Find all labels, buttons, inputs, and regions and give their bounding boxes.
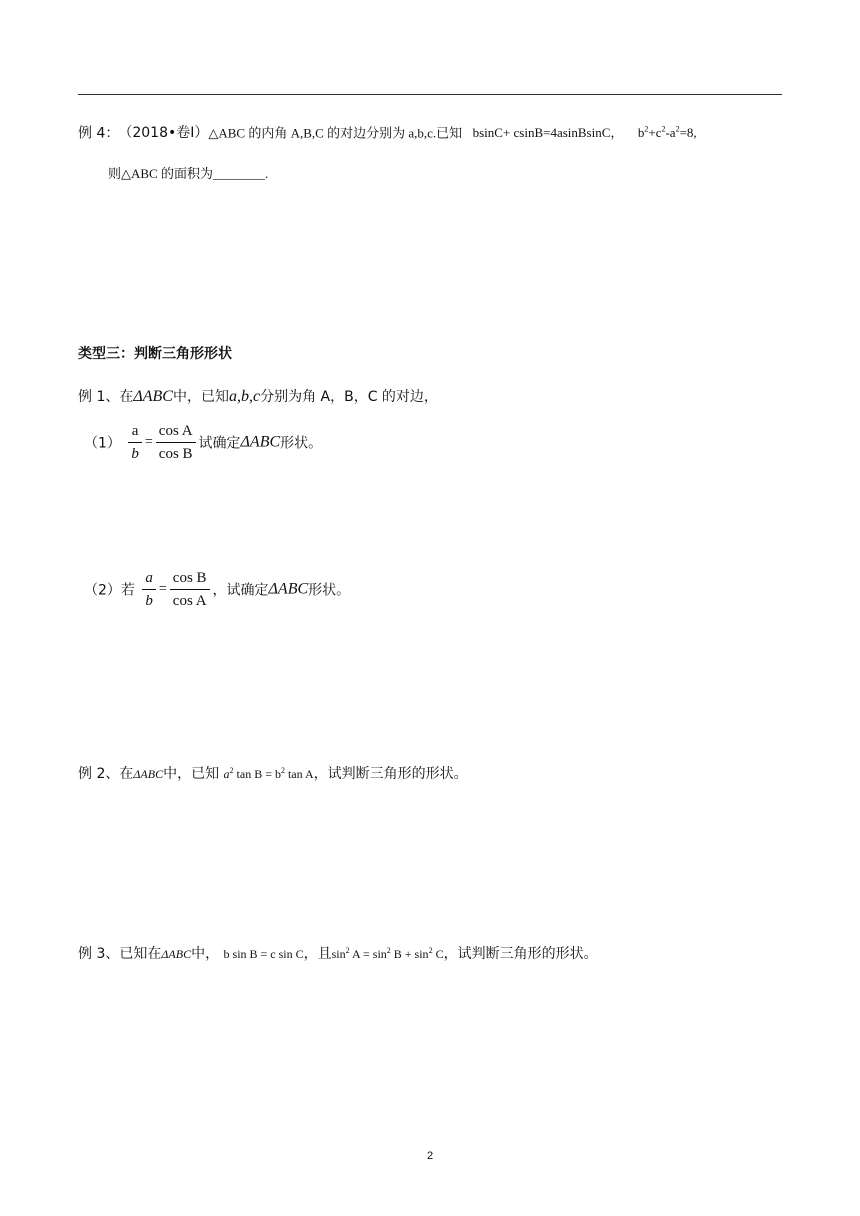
variables-abc: a,b,c	[228, 388, 261, 405]
example-3-condition-1: b sin B = c sin C	[223, 947, 304, 961]
example-4-question: 则△ABC 的面积为________.	[108, 166, 269, 181]
example-2-mid: 中，已知	[163, 766, 220, 782]
part-2-mid: ，试确定	[212, 582, 269, 599]
example-4-condition-2: $b^2+c^2-a^2=8$,	[637, 125, 697, 141]
triangle-abc: ΔABC	[161, 947, 192, 961]
example-4-text: △ABC 的内角 A,B,C 的对边分别为 a,b,c.已知	[208, 125, 463, 141]
example-1-suffix: 分别为角 A，B，C 的对边，	[260, 389, 438, 405]
example-4-label: 例 4：	[78, 125, 120, 142]
fraction-a-over-b: $\frac{a}{b}$	[142, 567, 156, 612]
part-2-end: 形状。	[308, 582, 351, 599]
fraction-a-over-b: $\frac{a}{b}$	[128, 420, 142, 465]
fraction-cosA-over-cosB: $\frac{\text{cos A}}{\text{cos B}}$	[156, 420, 196, 465]
example-1-prefix: 例 1、在	[78, 389, 134, 405]
header-rule	[78, 94, 782, 95]
equals-sign: =	[158, 581, 167, 597]
part-2-label: （2）若	[84, 582, 135, 599]
example-1-intro	[78, 387, 438, 407]
example-1-mid: 中，已知	[172, 389, 229, 405]
triangle-abc: ΔABC	[268, 580, 309, 598]
example-1-part-1	[84, 420, 322, 465]
example-4-line1	[78, 120, 697, 143]
example-3-end: ，试判断三角形的形状。	[443, 946, 598, 962]
triangle-abc: ΔABC	[133, 388, 173, 405]
example-3-mid2: ，且	[303, 946, 332, 962]
example-4-source: （2018•卷Ⅰ）	[125, 125, 209, 142]
fraction-cosB-over-cosA: $\frac{\text{cos B}}{\text{cos A}}$	[170, 567, 210, 612]
example-2-prefix: 例 2、在	[78, 766, 134, 782]
equals-sign: =	[144, 434, 153, 450]
part-1-end: 形状。	[280, 435, 323, 452]
example-3	[78, 941, 598, 964]
example-3-condition-2: $\sin^2 A = \sin^2 B + \sin^2 C$	[331, 946, 444, 961]
part-1-mid: 试确定	[198, 435, 241, 452]
triangle-abc: ΔABC	[133, 767, 164, 781]
example-4-condition-1: bsinC+ csinB=4asinBsinC，	[472, 125, 624, 141]
example-2	[78, 761, 468, 784]
page-number: 2	[426, 1150, 434, 1162]
example-3-prefix: 例 3、已知在	[78, 946, 162, 962]
example-2-formula: $a^2$ $\tan B = b^2$ tan A	[223, 766, 314, 781]
example-1-part-2	[84, 567, 350, 612]
section-heading-type-3: 类型三：判断三角形形状	[78, 346, 232, 362]
example-2-end: ，试判断三角形的形状。	[313, 766, 468, 782]
example-3-mid: 中，	[191, 946, 220, 962]
part-1-label: （1）	[84, 435, 121, 452]
triangle-abc: ΔABC	[240, 433, 281, 451]
